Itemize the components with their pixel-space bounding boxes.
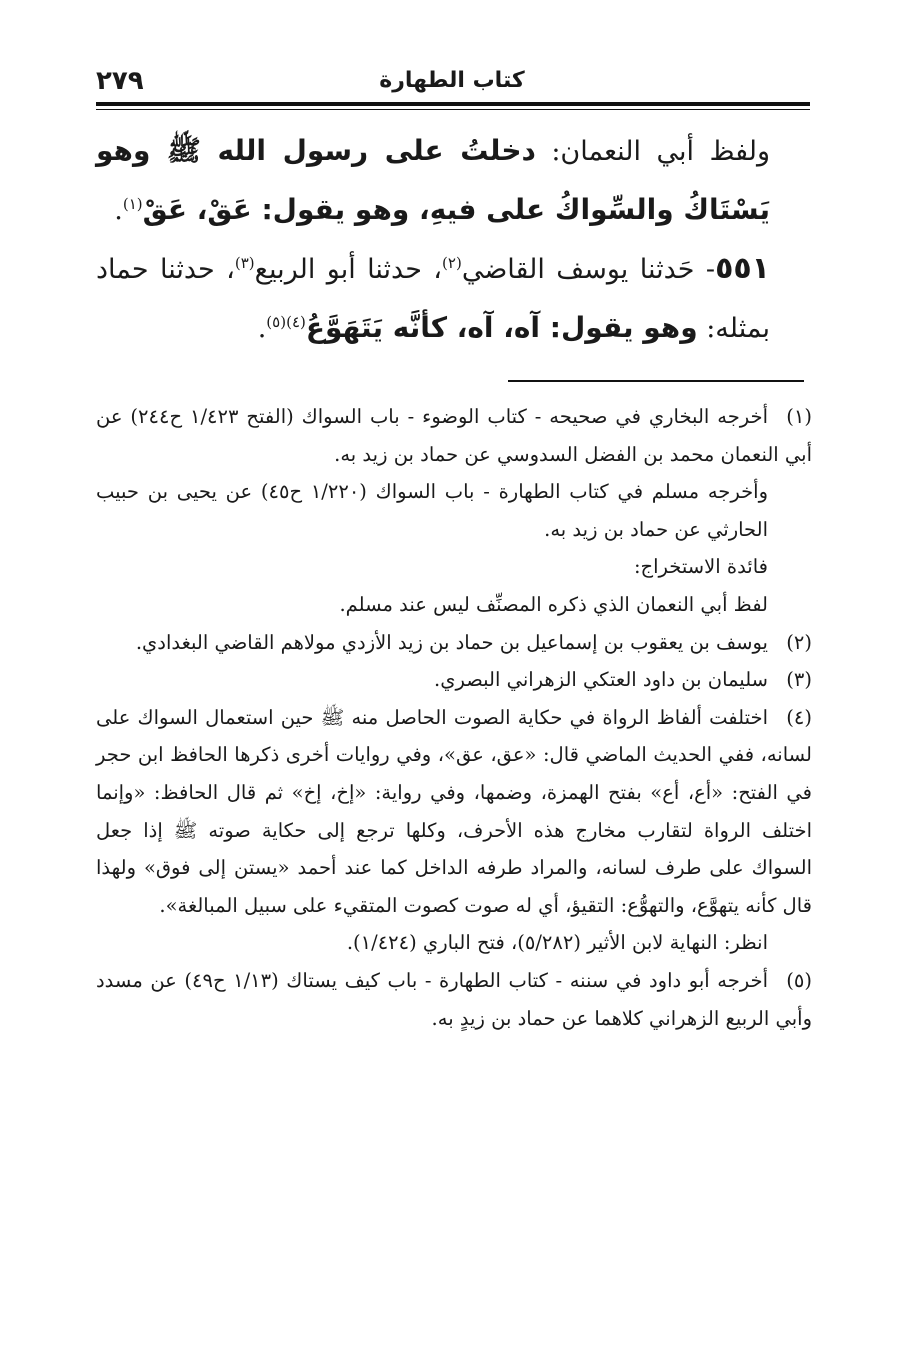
hadith-dash: - [694, 254, 716, 285]
footnote-number: (١) [786, 405, 812, 428]
footnote-text: سليمان بن داود العتكي الزهراني البصري. [434, 668, 768, 692]
footnote-4 [96, 699, 812, 962]
footnote-number: (٢) [786, 630, 812, 654]
footnote-2 [96, 624, 812, 662]
footnote-number: (٤) [786, 705, 812, 729]
p1-hadith-text: دخلتُ على رسول الله ﷺ وهو يَسْتَاكُ والسِّواكُ على فيهِ، وهو يقول: عَقْ، عَقْ [96, 134, 770, 226]
main-text [96, 122, 810, 358]
footnote-ref-3[interactable]: (٣) [234, 254, 255, 272]
footnote-1 [96, 398, 812, 624]
footnote-text: اختلفت ألفاظ الرواة في حكاية الصوت الحاصل منه ﷺ حين استعمال السواك على لسانه، ففي الحديث الماضي قال: «عق، عق»، وفي روايات أخرى ذكرها الحافظ ابن حجر في الفتح: «أع، أع» بفتح الهمزة، وضمها، وفي رواية: «إخ، إخ» ثم قال الحافظ: «وإنما اختلف الرواة لتقارب مخارج هذه الأحرف، وكلها ترجع إلى حكاية صوته ﷺ إذا جعل السواك على طرف لسانه، والمراد طرفه الداخل كما عند أحمد «يستن إلى فوق» ولهذا قال كأنه يتهوَّع، والتهوُّع: التقيؤ، أي له صوت كصوت المتقيء على سبيل المبالغة». [96, 705, 812, 917]
hadith-number: ٥٥١ [715, 251, 770, 286]
footnote-ref-4-5[interactable]: (٤)(٥) [266, 313, 306, 331]
footnote-number: (٣) [786, 668, 812, 692]
p2-hadith-text: وهو يقول: آه، آه، كأنَّه يَتَهَوَّعُ [305, 311, 698, 344]
footnote-text: لفظ أبي النعمان الذي ذكره المصنِّف ليس عند مسلم. [339, 592, 768, 616]
footnote-text: أخرجه أبو داود في سننه - كتاب الطهارة - باب كيف يستاك (١/١٣ ح٤٩) عن مسدد وأبي الربيع الزهراني كلاهما عن حماد بن زيدٍ به. [96, 968, 812, 1030]
p1-end: . [114, 195, 123, 226]
book-title: كتاب الطهارة [379, 68, 525, 93]
footnote-3 [96, 661, 812, 699]
footnotes [96, 398, 812, 1037]
header-rule-thick [96, 102, 810, 106]
footnote-text: انظر: النهاية لابن الأثير (٥/٢٨٢)، فتح الباري (١/٤٢٤). [346, 931, 768, 955]
footnote-text: أخرجه البخاري في صحيحه - كتاب الوضوء - باب السواك (الفتح ١/٤٢٣ ح٢٤٤) عن أبي النعمان محمد بن الفضل السدوسي عن حماد بن زيد به. [96, 405, 812, 466]
footnote-ref-1[interactable]: (١) [122, 195, 143, 213]
paragraph-1 [96, 122, 810, 240]
p2-end: . [257, 313, 267, 344]
running-head [96, 66, 808, 102]
footnote-text: يوسف بن يعقوب بن إسماعيل بن حماد بن زيد الأزدي مولاهم القاضي البغدادي. [135, 630, 768, 654]
p2-chain-c: ، حدثنا حماد بمثله: [96, 254, 770, 344]
header-rule-thin [96, 109, 810, 110]
footnote-number: (٥) [786, 968, 812, 992]
footnote-separator [508, 380, 804, 382]
paragraph-2 [96, 240, 810, 358]
footnote-5 [96, 962, 812, 1037]
p1-intro: ولفظ أبي النعمان: [535, 136, 770, 167]
page-number: ٢٧٩ [96, 66, 144, 96]
p2-chain-b: ، حدثنا أبو الربيع [254, 254, 443, 285]
footnote-text: وأخرجه مسلم في كتاب الطهارة - باب السواك (١/٢٢٠ ح٤٥) عن يحيى بن حبيب الحارثي عن حماد بن زيد به. [96, 480, 768, 541]
footnote-text: فائدة الاستخراج: [633, 555, 768, 579]
footnote-ref-2[interactable]: (٢) [442, 254, 462, 272]
p2-chain-a: حَدثنا يوسف القاضي [461, 254, 695, 285]
